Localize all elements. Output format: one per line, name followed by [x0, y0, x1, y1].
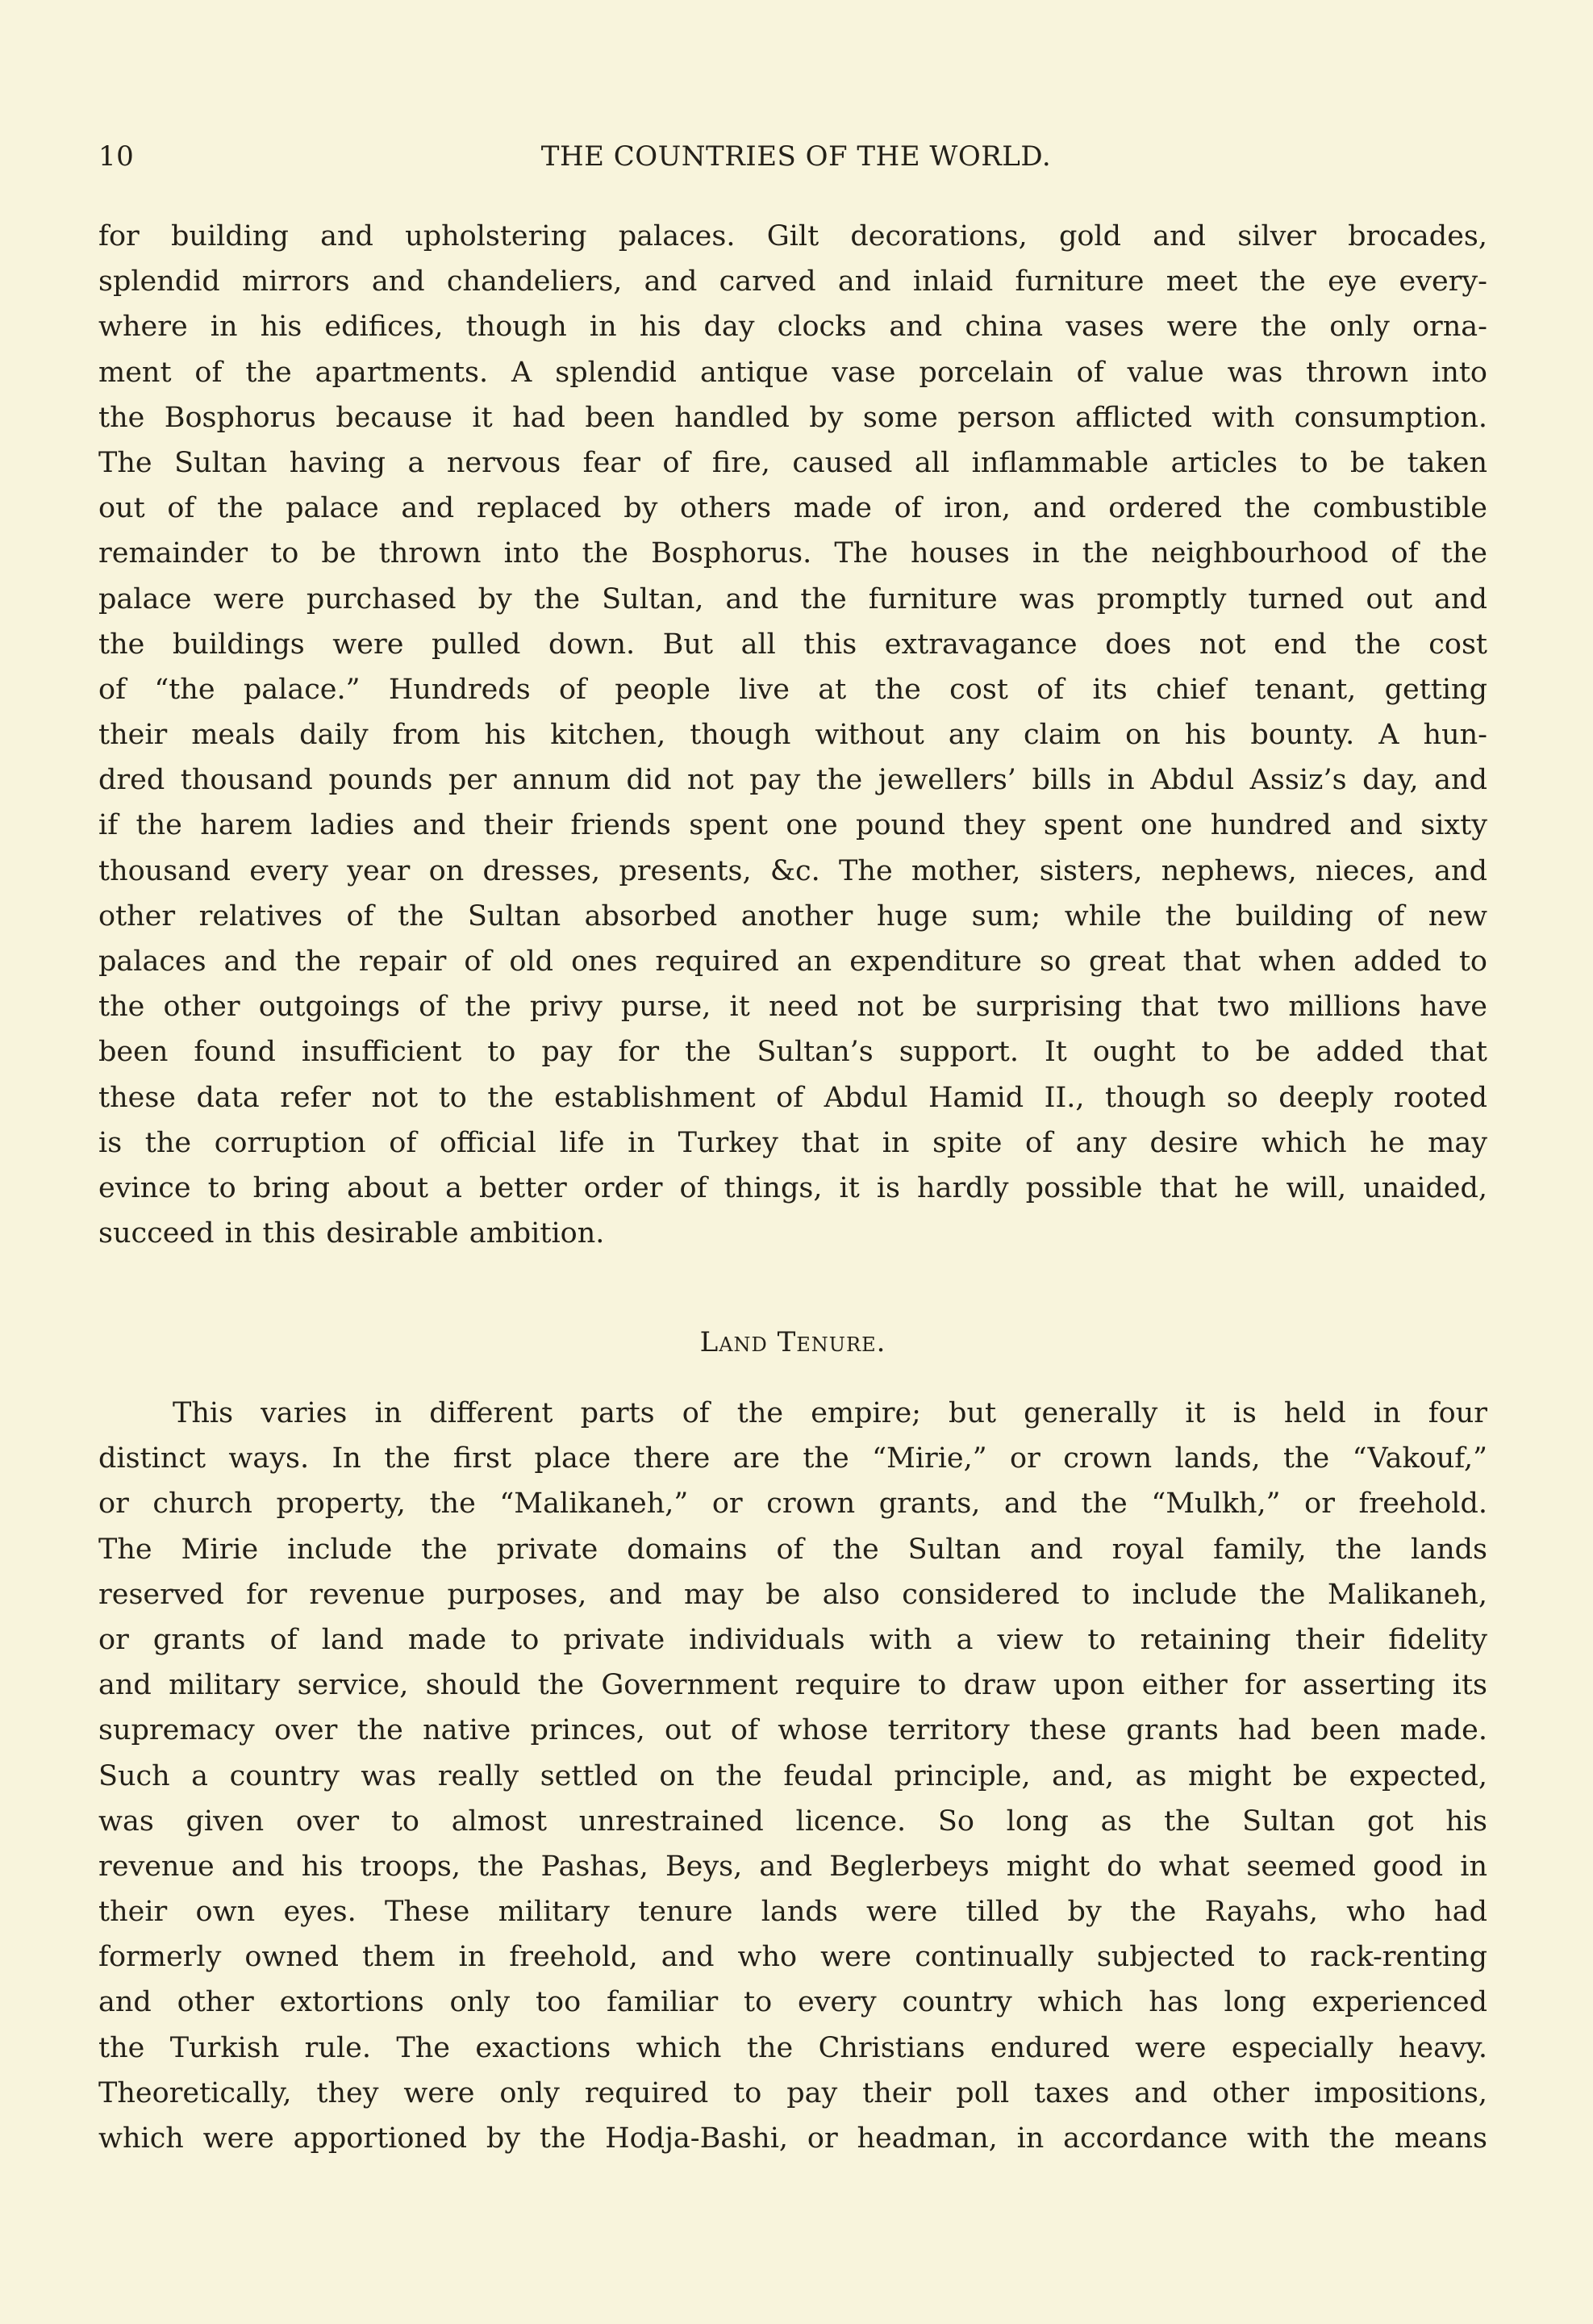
text-line: Theoretically, they were only required to pay their poll taxes and other impositions, [98, 2076, 1487, 2109]
text-line: which were apportioned by the Hodja-Bashi, or headman, in accordance with the means [98, 2122, 1487, 2155]
paragraph-palace-expenses [98, 214, 1487, 1256]
text-line: was given over to almost unrestrained licence. So long as the Sultan got his [98, 1805, 1487, 1838]
text-line: where in his edifices, though in his day clocks and china vases were the only orna- [98, 311, 1487, 344]
text-line: for building and upholstering palaces. Gilt decorations, gold and silver brocades, [98, 220, 1487, 252]
text-line: and military service, should the Government require to draw upon either for asserting its [98, 1669, 1487, 1702]
page-number: 10 [98, 140, 135, 173]
text-line: evince to bring about a better order of things, it is hardly possible that he will, unaided, [98, 1171, 1487, 1204]
text-line: these data refer not to the establishment of Abdul Hamid II., though so deeply rooted [98, 1081, 1487, 1114]
text-line: the other outgoings of the privy purse, it need not be surprising that two millions have [98, 991, 1487, 1024]
text-line: The Sultan having a nervous fear of fire, caused all inflammable articles to be taken [98, 446, 1487, 479]
text-line: The Mirie include the private domains of the Sultan and royal family, the lands [98, 1533, 1487, 1566]
text-line: the Turkish rule. The exactions which the Christians endured were especially heavy. [98, 2031, 1487, 2064]
text-line: remainder to be thrown into the Bosphorus. The houses in the neighbourhood of the [98, 537, 1487, 570]
text-line: their own eyes. These military tenure lands were tilled by the Rayahs, who had [98, 1896, 1487, 1929]
text-line: supremacy over the native princes, out of whose territory these grants had been made. [98, 1714, 1487, 1747]
text-line: or grants of land made to private individuals with a view to retaining their fidelity [98, 1623, 1487, 1656]
text-line: succeed in this desirable ambition. [98, 1217, 605, 1250]
text-line: out of the palace and replaced by others made of iron, and ordered the combustible [98, 492, 1487, 525]
text-line: other relatives of the Sultan absorbed another huge sum; while the building of new [98, 899, 1487, 933]
text-line: reserved for revenue purposes, and may be also considered to include the Malikaneh, [98, 1578, 1487, 1611]
text-line: splendid mirrors and chandeliers, and carved and inlaid furniture meet the eye every- [98, 265, 1487, 298]
paragraph-land-tenure [98, 1391, 1487, 2161]
text-line: revenue and his troops, the Pashas, Beys, and Beglerbeys might do what seemed good in [98, 1850, 1487, 1883]
text-line: formerly owned them in freehold, and who were continually subjected to rack-renting [98, 1941, 1487, 1974]
text-line: dred thousand pounds per annum did not pay the jewellers’ bills in Abdul Assiz’s day, and [98, 764, 1487, 797]
text-line: ment of the apartments. A splendid antique vase porcelain of value was thrown into [98, 356, 1487, 389]
text-line: distinct ways. In the first place there are the “Mirie,” or crown lands, the “Vakouf,” [98, 1442, 1487, 1475]
text-line: of “the palace.” Hundreds of people live at the cost of its chief tenant, getting [98, 673, 1487, 706]
text-line: thousand every year on dresses, presents, &c. The mother, sisters, nephews, nieces, and [98, 854, 1487, 887]
text-line: if the harem ladies and their friends spent one pound they spent one hundred and sixty [98, 809, 1487, 842]
section-heading-land-tenure: Land Tenure. [699, 1326, 886, 1358]
text-line: their meals daily from his kitchen, though without any claim on his bounty. A hun- [98, 719, 1487, 752]
text-line: the Bosphorus because it had been handled by some person afflicted with consumption. [98, 401, 1487, 434]
text-line: This varies in different parts of the empire; but generally it is held in four [173, 1397, 1487, 1429]
text-line: palaces and the repair of old ones required an expenditure so great that when added to [98, 945, 1487, 978]
text-line: the buildings were pulled down. But all this extravagance does not end the cost [98, 628, 1487, 661]
text-line: and other extortions only too familiar to every country which has long experienced [98, 1986, 1487, 2019]
text-line: is the corruption of official life in Turkey that in spite of any desire which he may [98, 1126, 1487, 1159]
text-line: or church property, the “Malikaneh,” or crown grants, and the “Mulkh,” or freehold. [98, 1487, 1487, 1521]
text-line: palace were purchased by the Sultan, and the furniture was promptly turned out and [98, 582, 1487, 615]
running-title: THE COUNTRIES OF THE WORLD. [540, 140, 1052, 173]
text-line: been found insufficient to pay for the Sultan’s support. It ought to be added that [98, 1036, 1487, 1069]
text-line: Such a country was really settled on the feudal principle, and, as might be expected, [98, 1759, 1487, 1792]
running-header [98, 137, 1494, 176]
